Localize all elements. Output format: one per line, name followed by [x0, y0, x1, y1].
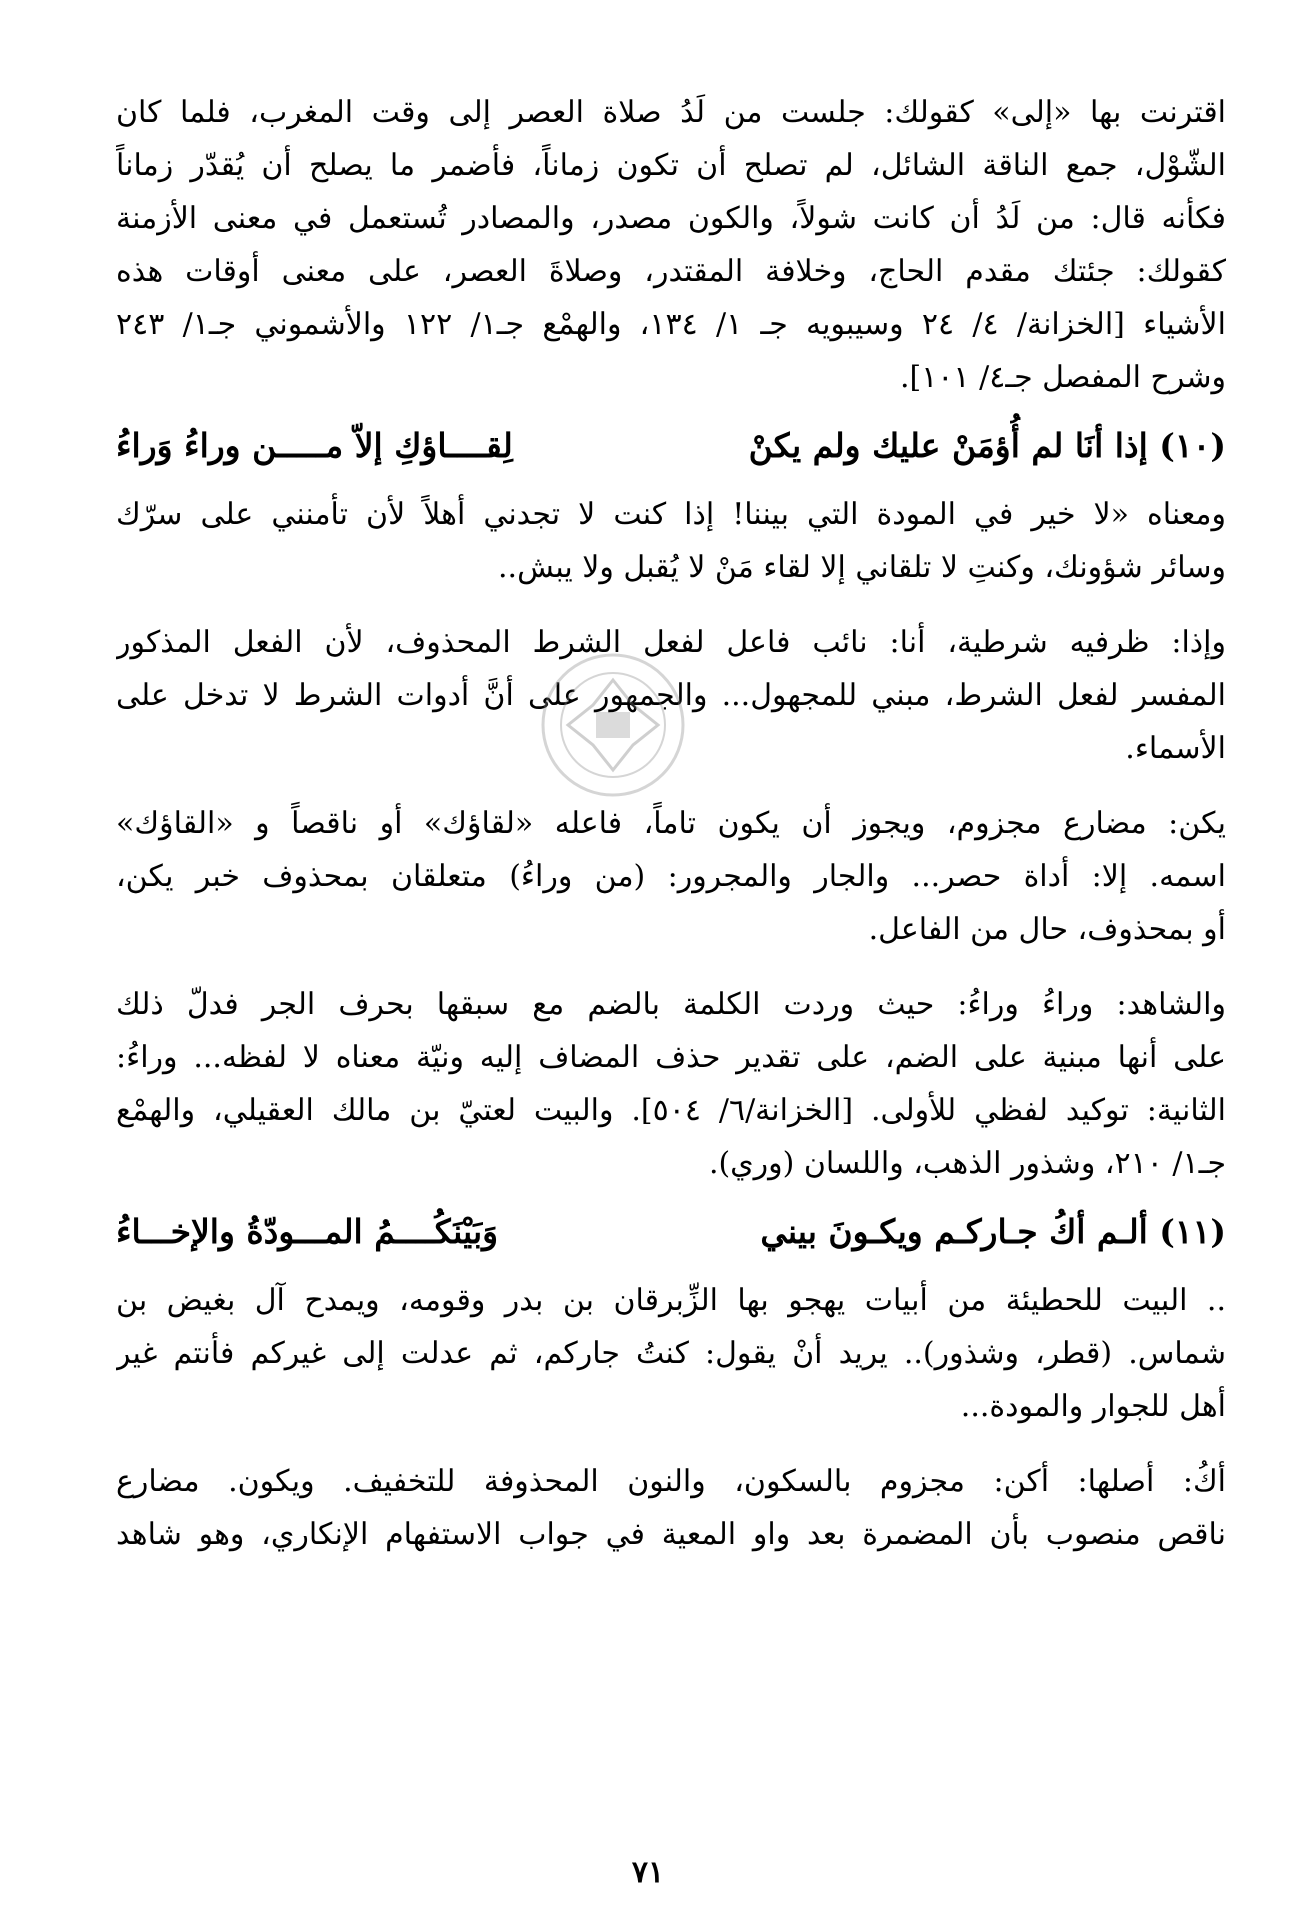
paragraph-5: [116, 978, 1226, 1190]
text-line: كقولك: جئتك مقدم الحاج، وخلافة المقتدر، وصلاةَ العصر، على معنى أوقات هذه: [116, 254, 1226, 289]
verse-first-half: [760, 1204, 1226, 1260]
text-line: يكن: مضارع مجزوم، ويجوز أن يكون تاماً، فاعله «لقاؤك» أو ناقصاً و «القاؤك»: [116, 806, 1226, 841]
text-line: وإذا: ظرفيه شرطية، أنا: نائب فاعل لفعل الشرط المحذوف، لأن الفعل المذكور: [116, 625, 1226, 660]
paragraph-2: [116, 488, 1226, 594]
text-line: المفسر لفعل الشرط، مبني للمجهول... والجمهور على أنَّ أدوات الشرط لا تدخل على: [116, 678, 1226, 713]
text-line: فكأنه قال: من لَدُ أن كانت شولاً، والكون مصدر، والمصادر تُستعمل في معنى الأزمنة: [116, 201, 1226, 236]
text-line: .. البيت للحطيئة من أبيات يهجو بها الزِّبرقان بن بدر وقومه، ويمدح آل بغيض بن: [116, 1283, 1226, 1318]
text-line: ومعناه «لا خير في المودة التي بيننا! إذا كنت لا تجدني أهلاً لأن تأمنني على سرّك: [116, 497, 1226, 532]
text-line: وسائر شؤونك، وكنتِ لا تلقاني إلا لقاء مَنْ لا يُقبل ولا يبش..: [498, 550, 1226, 585]
verse-number: (١٠): [1159, 426, 1226, 465]
paragraph-1: [116, 86, 1226, 404]
text-line: الشّوْل، جمع الناقة الشائل، لم تصلح أن تكون زماناً، فأضمر ما يصلح أن يُقدّر زماناً: [116, 148, 1226, 183]
seal-watermark-icon: [538, 650, 688, 800]
text-line: وشرح المفصل جـ٤/ ١٠١].: [899, 360, 1226, 395]
verse-11: [116, 1204, 1226, 1260]
paragraph-7: [116, 1455, 1226, 1561]
text-line: ناقص منصوب بأن المضمرة بعد واو المعية في جواب الاستفهام الإنكاري، وهو شاهد: [116, 1517, 1226, 1552]
paragraph-4: [116, 797, 1226, 956]
text-line: أو بمحذوف، حال من الفاعل.: [868, 912, 1226, 947]
verse-first-half: [749, 418, 1226, 474]
text-line: على أنها مبنية على الضم، على تقدير حذف المضاف إليه ونيّة معناه لا لفظه... وراءُ:: [116, 1040, 1226, 1075]
text-line: أكُ: أصلها: أكن: مجزوم بالسكون، والنون المحذوفة للتخفيف. ويكون. مضارع: [116, 1464, 1226, 1499]
verse-10: [116, 418, 1226, 474]
text-line: أهل للجوار والمودة...: [960, 1389, 1226, 1424]
verse-number: (١١): [1159, 1212, 1226, 1251]
verse-text: إذا أنَا لم أُؤمَنْ عليك ولم يكنْ: [748, 426, 1148, 465]
text-line: اسمه. إلا: أداة حصر... والجار والمجرور: (من وراءُ) متعلقان بمحذوف خبر يكن،: [116, 859, 1226, 894]
text-line: والشاهد: وراءُ وراءُ: حيث وردت الكلمة بالضم مع سبقها بحرف الجر فدلّ ذلك: [116, 987, 1226, 1022]
text-line: الثانية: توكيد لفظي للأولى. [الخزانة/٦/ ٥٠٤]. والبيت لعتيّ بن مالك العقيلي، والهمْع: [116, 1093, 1226, 1128]
verse-second-half: لِقــــاؤكِ إلاّ مـــــن وراءُ وَراءُ: [116, 426, 513, 465]
text-line: جـ١/ ٢١٠، وشذور الذهب، واللسان (وري).: [708, 1146, 1226, 1181]
paragraph-6: [116, 1274, 1226, 1433]
text-line: شماس. (قطر، وشذور).. يريد أنْ يقول: كنتُ جاركم، ثم عدلت إلى غيركم فأنتم غير: [116, 1336, 1226, 1371]
text-line: اقترنت بها «إلى» كقولك: جلست من لَدُ صلاة العصر إلى وقت المغرب، فلما كان: [116, 95, 1226, 130]
verse-second-half: وَبَيْنَكُــــمُ المـــودّةُ والإخـــاءُ: [116, 1212, 499, 1251]
page-number: ٧١: [631, 1855, 665, 1890]
page-body: [116, 86, 1226, 1561]
text-line: الأشياء [الخزانة/ ٤/ ٢٤ وسيبويه جـ ١/ ١٣٤، والهمْع جـ١/ ١٢٢ والأشموني جـ١/ ٢٤٣: [116, 307, 1226, 342]
text-line: الأسماء.: [1125, 731, 1226, 766]
verse-text: ألـم أكُ جـاركـم ويكـونَ بيني: [760, 1212, 1148, 1251]
